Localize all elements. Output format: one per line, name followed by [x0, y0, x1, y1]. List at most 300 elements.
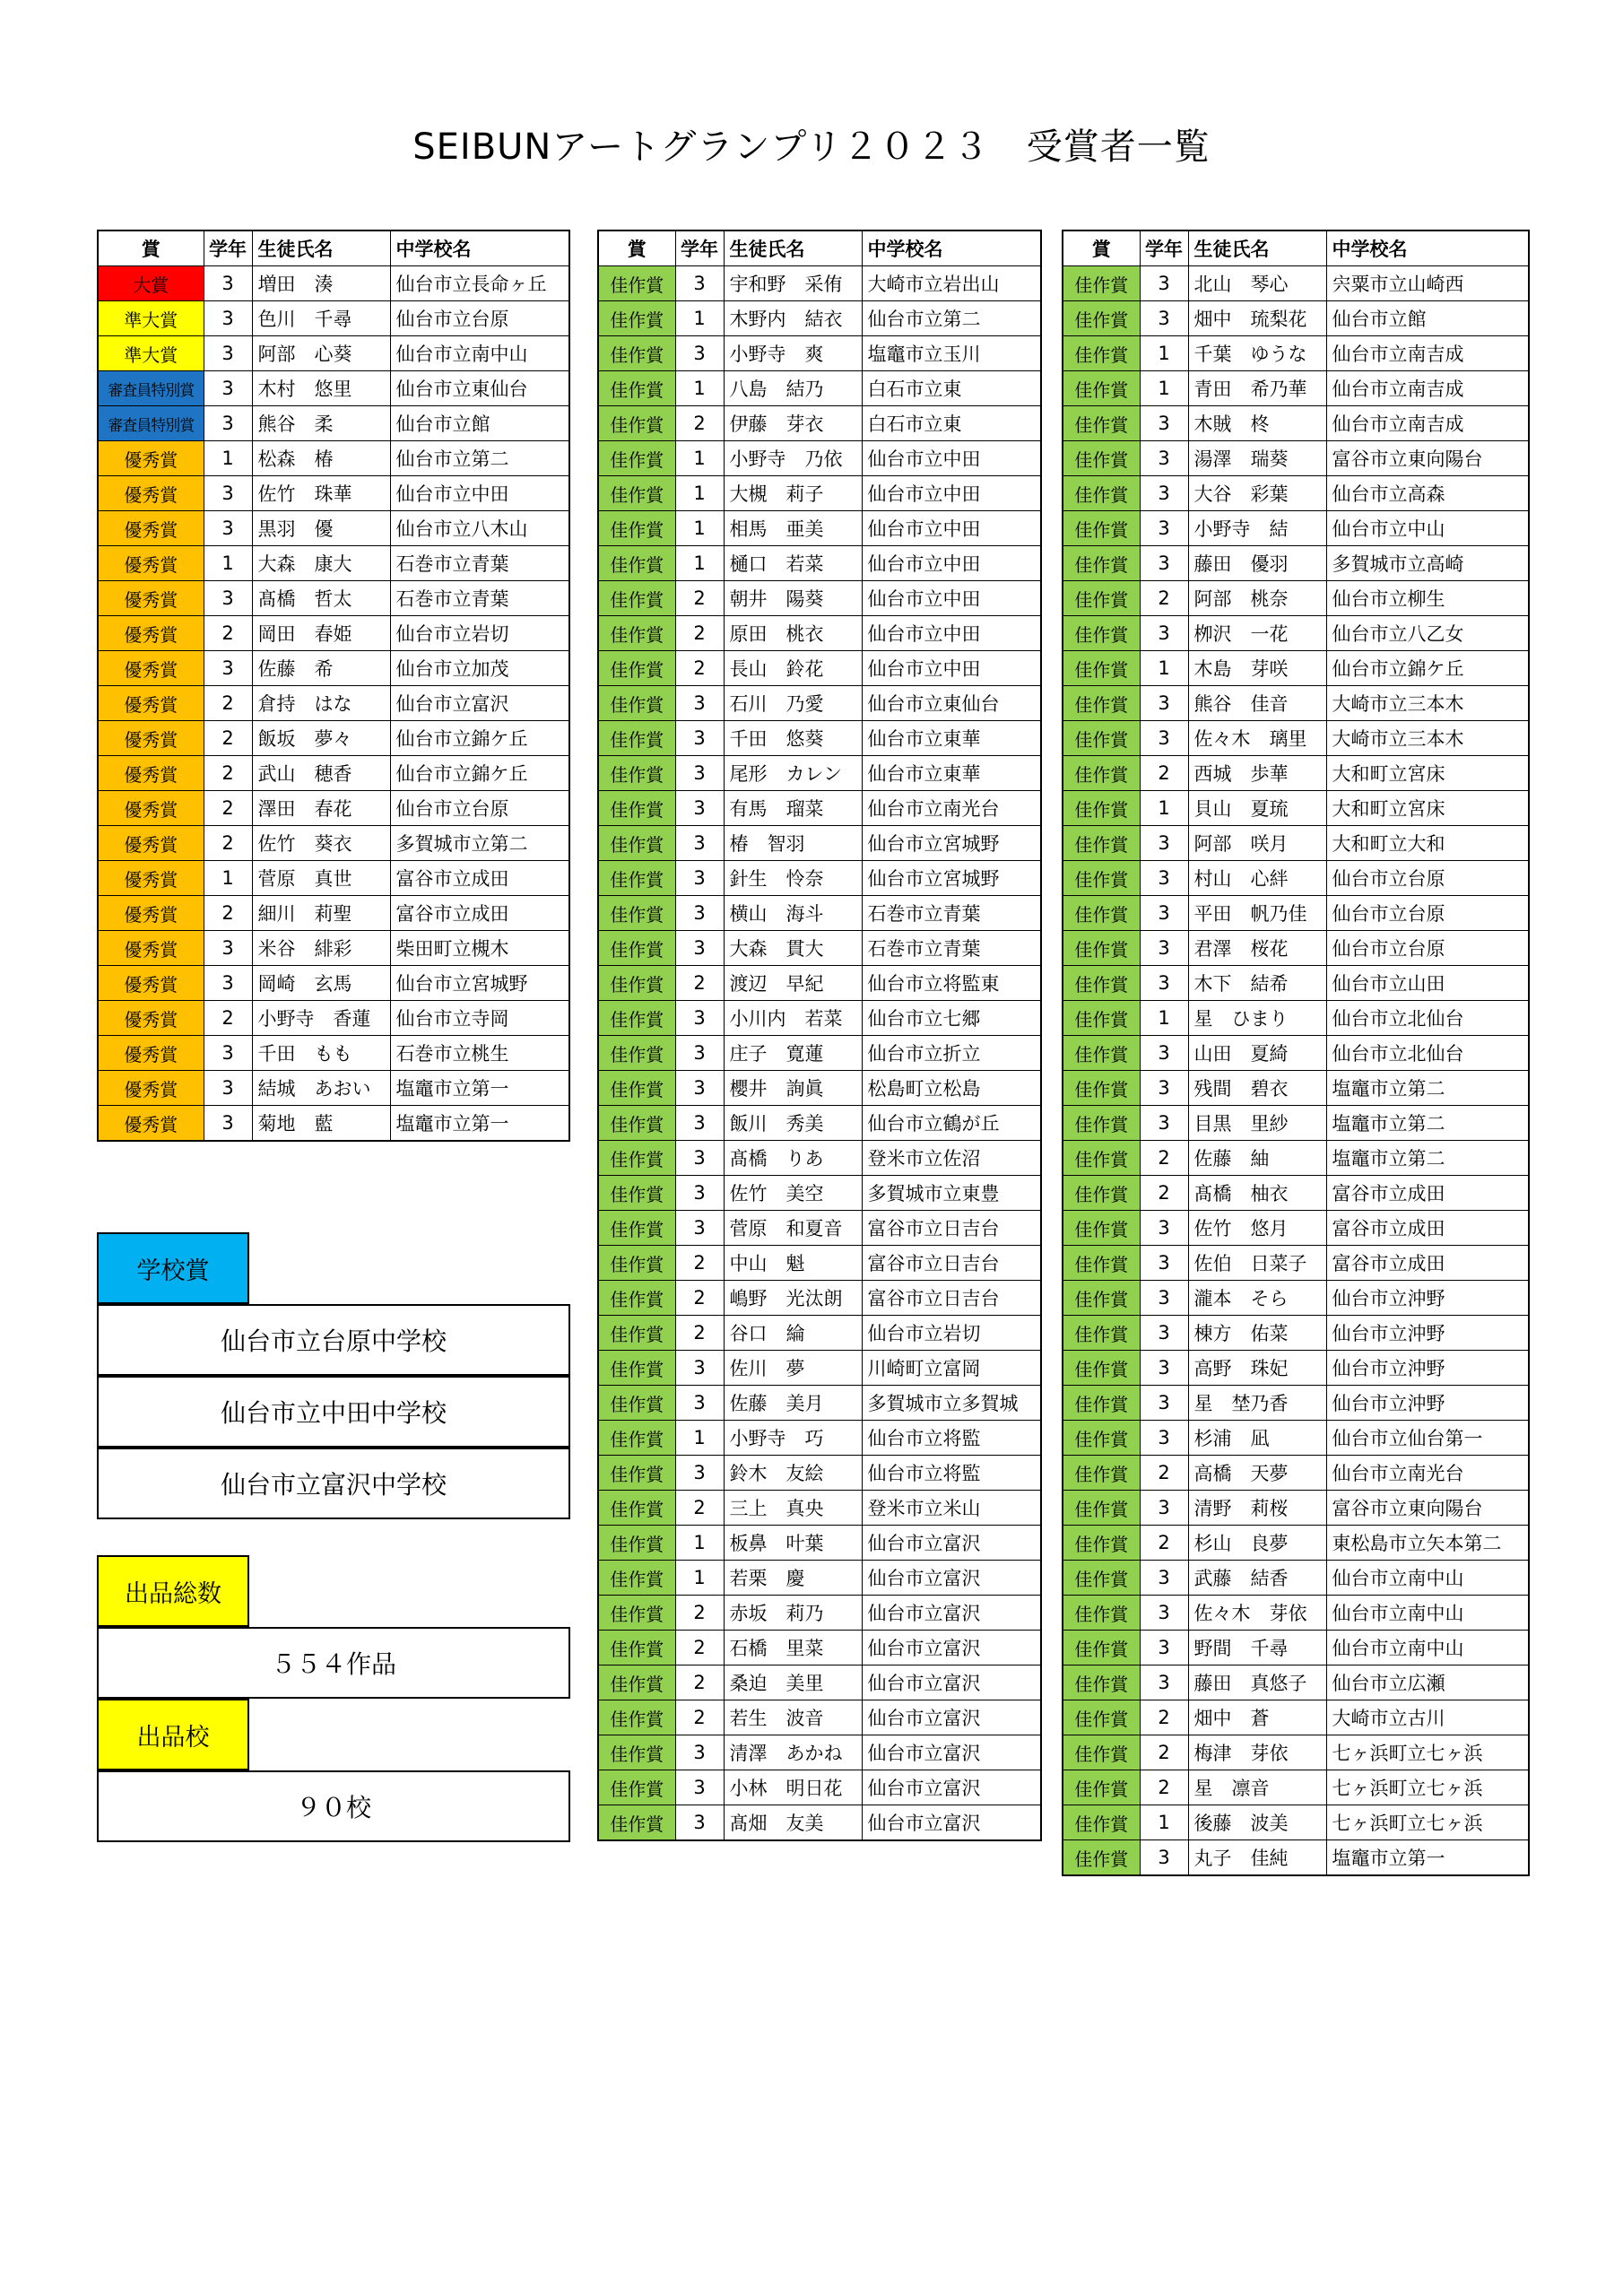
header-name: 生徒氏名	[252, 230, 390, 266]
grade-cell: 2	[1140, 1526, 1188, 1561]
award-cell: 佳作賞	[1063, 1246, 1140, 1281]
grade-cell: 3	[1140, 546, 1188, 581]
award-cell: 優秀賞	[98, 511, 204, 546]
award-cell: 佳作賞	[598, 1735, 675, 1770]
table-row	[1063, 1526, 1529, 1561]
table-row	[98, 301, 569, 336]
student-name-cell: 髙畑 友美	[724, 1805, 862, 1841]
table-row	[598, 966, 1041, 1001]
school-name-cell: 仙台市立七郷	[862, 1001, 1041, 1036]
award-cell: 佳作賞	[598, 1071, 675, 1106]
award-cell: 佳作賞	[1063, 301, 1140, 336]
grade-cell: 2	[675, 406, 724, 441]
school-name-cell: 仙台市立富沢	[862, 1805, 1041, 1841]
table-row	[1063, 1735, 1529, 1770]
award-cell: 佳作賞	[598, 1700, 675, 1735]
student-name-cell: 阿部 桃奈	[1188, 581, 1326, 616]
school-name-cell: 仙台市立南吉成	[1326, 336, 1529, 371]
award-cell: 佳作賞	[598, 1036, 675, 1071]
school-name-cell: 仙台市立岩切	[390, 616, 569, 651]
award-cell: 佳作賞	[598, 1526, 675, 1561]
award-cell: 佳作賞	[1063, 1141, 1140, 1176]
school-name-cell: 石巻市立青葉	[862, 896, 1041, 931]
grade-cell: 3	[204, 931, 252, 966]
student-name-cell: 星 ひまり	[1188, 1001, 1326, 1036]
student-name-cell: 結城 あおい	[252, 1071, 390, 1106]
grade-cell: 3	[204, 476, 252, 511]
school-name-cell: 仙台市立富沢	[862, 1735, 1041, 1770]
table-row	[1063, 1561, 1529, 1596]
table-row	[98, 686, 569, 721]
student-name-cell: 阿部 心葵	[252, 336, 390, 371]
school-name-cell: 大崎市立三本木	[1326, 721, 1529, 756]
student-name-cell: 佐竹 珠華	[252, 476, 390, 511]
school-name-cell: 仙台市立沖野	[1326, 1316, 1529, 1351]
school-name-cell: 七ヶ浜町立七ヶ浜	[1326, 1735, 1529, 1770]
table-row	[98, 756, 569, 791]
school-name-cell: 松島町立松島	[862, 1071, 1041, 1106]
grade-cell: 3	[1140, 1421, 1188, 1456]
student-name-cell: 庄子 寛蓮	[724, 1036, 862, 1071]
student-name-cell: 西城 歩華	[1188, 756, 1326, 791]
award-cell: 佳作賞	[1063, 1176, 1140, 1211]
award-cell: 佳作賞	[1063, 1596, 1140, 1631]
student-name-cell: 後藤 波美	[1188, 1805, 1326, 1840]
school-name-cell: 仙台市立宮城野	[862, 861, 1041, 896]
grade-cell: 1	[675, 1561, 724, 1596]
grade-cell: 3	[1140, 966, 1188, 1001]
school-name-cell: 仙台市立八木山	[390, 511, 569, 546]
school-name-cell: 石巻市立青葉	[390, 546, 569, 581]
table-row	[1063, 336, 1529, 371]
grade-cell: 2	[675, 1281, 724, 1316]
school-name-cell: 仙台市立中田	[862, 581, 1041, 616]
school-name-cell: 仙台市立東華	[862, 721, 1041, 756]
grade-cell: 2	[675, 1246, 724, 1281]
awards-table-3	[1062, 230, 1530, 1876]
table-row	[1063, 1001, 1529, 1036]
table-row	[598, 511, 1041, 546]
award-cell: 佳作賞	[1063, 966, 1140, 1001]
school-award-school: 仙台市立富沢中学校	[97, 1448, 570, 1519]
school-name-cell: 川崎町立富岡	[862, 1351, 1041, 1386]
award-cell: 佳作賞	[1063, 1631, 1140, 1665]
grade-cell: 3	[675, 896, 724, 931]
grade-cell: 3	[675, 1036, 724, 1071]
student-name-cell: 小野寺 爽	[724, 336, 862, 371]
school-name-cell: 白石市立東	[862, 406, 1041, 441]
grade-cell: 2	[204, 686, 252, 721]
award-cell: 佳作賞	[598, 1001, 675, 1036]
table-row	[598, 791, 1041, 826]
table-row	[598, 1526, 1041, 1561]
student-name-cell: 髙橋 りあ	[724, 1141, 862, 1176]
school-name-cell: 仙台市立富沢	[862, 1770, 1041, 1805]
student-name-cell: 針生 怜奈	[724, 861, 862, 896]
grade-cell: 1	[1140, 1805, 1188, 1840]
grade-cell: 2	[675, 966, 724, 1001]
award-cell: 優秀賞	[98, 966, 204, 1001]
award-cell: 佳作賞	[598, 1176, 675, 1211]
grade-cell: 3	[675, 1805, 724, 1841]
student-name-cell: 小野寺 香蓮	[252, 1001, 390, 1036]
school-name-cell: 富谷市立日吉台	[862, 1281, 1041, 1316]
student-name-cell: 青田 希乃華	[1188, 371, 1326, 406]
school-name-cell: 仙台市立将監東	[862, 966, 1041, 1001]
grade-cell: 1	[675, 371, 724, 406]
award-cell: 佳作賞	[598, 1631, 675, 1665]
student-name-cell: 渡辺 早紀	[724, 966, 862, 1001]
school-name-cell: 仙台市立南中山	[390, 336, 569, 371]
student-name-cell: 木下 結希	[1188, 966, 1326, 1001]
table-row	[598, 1071, 1041, 1106]
award-cell: 佳作賞	[1063, 581, 1140, 616]
student-name-cell: 瀧本 そら	[1188, 1281, 1326, 1316]
grade-cell: 3	[1140, 1211, 1188, 1246]
student-name-cell: 小野寺 巧	[724, 1421, 862, 1456]
school-name-cell: 仙台市立柳生	[1326, 581, 1529, 616]
school-name-cell: 仙台市立将監	[862, 1456, 1041, 1491]
grade-cell: 3	[675, 266, 724, 301]
student-name-cell: 樋口 若菜	[724, 546, 862, 581]
award-cell: 佳作賞	[1063, 1456, 1140, 1491]
table-row	[1063, 931, 1529, 966]
award-cell: 佳作賞	[598, 966, 675, 1001]
table-row	[598, 476, 1041, 511]
table-row	[1063, 476, 1529, 511]
table-row	[1063, 791, 1529, 826]
grade-cell: 3	[1140, 1246, 1188, 1281]
school-name-cell: 大和町立大和	[1326, 826, 1529, 861]
student-name-cell: 村山 心絆	[1188, 861, 1326, 896]
school-name-cell: 塩竈市立第一	[1326, 1840, 1529, 1876]
award-cell: 佳作賞	[598, 616, 675, 651]
grade-cell: 1	[1140, 791, 1188, 826]
student-name-cell: 髙橋 哲太	[252, 581, 390, 616]
award-cell: 佳作賞	[598, 1770, 675, 1805]
school-award-school: 仙台市立中田中学校	[97, 1376, 570, 1448]
grade-cell: 3	[675, 1735, 724, 1770]
award-cell: 優秀賞	[98, 1106, 204, 1142]
header-award: 賞	[98, 230, 204, 266]
table-row	[598, 1106, 1041, 1141]
award-cell: 佳作賞	[1063, 476, 1140, 511]
table-row	[1063, 1840, 1529, 1876]
award-cell: 佳作賞	[598, 301, 675, 336]
header-school: 中学校名	[390, 230, 569, 266]
award-cell: 佳作賞	[1063, 1211, 1140, 1246]
student-name-cell: 石川 乃愛	[724, 686, 862, 721]
table-row	[598, 581, 1041, 616]
award-cell: 佳作賞	[1063, 1840, 1140, 1876]
student-name-cell: 飯川 秀美	[724, 1106, 862, 1141]
grade-cell: 3	[1140, 616, 1188, 651]
table-row	[598, 1246, 1041, 1281]
header-grade: 学年	[204, 230, 252, 266]
grade-cell: 1	[1140, 1001, 1188, 1036]
student-name-cell: 千葉 ゆうな	[1188, 336, 1326, 371]
table-row	[98, 931, 569, 966]
table-row	[598, 1281, 1041, 1316]
grade-cell: 3	[1140, 1281, 1188, 1316]
grade-cell: 3	[1140, 826, 1188, 861]
school-name-cell: 仙台市立中田	[390, 476, 569, 511]
school-name-cell: 仙台市立台原	[390, 791, 569, 826]
school-name-cell: 仙台市立加茂	[390, 651, 569, 686]
award-cell: 佳作賞	[1063, 1805, 1140, 1840]
award-cell: 佳作賞	[598, 371, 675, 406]
grade-cell: 2	[1140, 1700, 1188, 1735]
table-row	[1063, 1596, 1529, 1631]
student-name-cell: 菅原 和夏音	[724, 1211, 862, 1246]
school-name-cell: 仙台市立寺岡	[390, 1001, 569, 1036]
school-name-cell: 塩竈市立第二	[1326, 1071, 1529, 1106]
table-row	[598, 1036, 1041, 1071]
school-name-cell: 大和町立宮床	[1326, 756, 1529, 791]
grade-cell: 3	[1140, 1596, 1188, 1631]
table-row	[598, 441, 1041, 476]
school-name-cell: 仙台市立東仙台	[862, 686, 1041, 721]
school-name-cell: 仙台市立南光台	[862, 791, 1041, 826]
grade-cell: 3	[1140, 931, 1188, 966]
table-row	[598, 861, 1041, 896]
school-name-cell: 大崎市立三本木	[1326, 686, 1529, 721]
school-name-cell: 仙台市立富沢	[390, 686, 569, 721]
student-name-cell: 飯坂 夢々	[252, 721, 390, 756]
student-name-cell: 清野 莉桜	[1188, 1491, 1326, 1526]
award-cell: 優秀賞	[98, 861, 204, 896]
student-name-cell: 君澤 桜花	[1188, 931, 1326, 966]
table-row	[598, 371, 1041, 406]
school-name-cell: 仙台市立中田	[862, 476, 1041, 511]
award-cell: 準大賞	[98, 301, 204, 336]
award-cell: 佳作賞	[1063, 336, 1140, 371]
school-name-cell: 仙台市立北仙台	[1326, 1001, 1529, 1036]
school-name-cell: 多賀城市立高崎	[1326, 546, 1529, 581]
total-entries-label: 出品総数	[97, 1555, 249, 1627]
school-name-cell: 石巻市立青葉	[390, 581, 569, 616]
award-cell: 佳作賞	[1063, 511, 1140, 546]
grade-cell: 3	[204, 966, 252, 1001]
student-name-cell: 大槻 莉子	[724, 476, 862, 511]
student-name-cell: 野間 千尋	[1188, 1631, 1326, 1665]
table-row	[598, 1141, 1041, 1176]
table-row	[98, 476, 569, 511]
school-name-cell: 塩竈市立第一	[390, 1071, 569, 1106]
student-name-cell: 佐藤 美月	[724, 1386, 862, 1421]
table-row	[98, 266, 569, 301]
student-name-cell: 武藤 結香	[1188, 1561, 1326, 1596]
table-row	[1063, 301, 1529, 336]
school-name-cell: 仙台市立第二	[390, 441, 569, 476]
school-name-cell: 仙台市立富沢	[862, 1700, 1041, 1735]
student-name-cell: 小野寺 結	[1188, 511, 1326, 546]
grade-cell: 3	[204, 511, 252, 546]
table-row	[98, 406, 569, 441]
student-name-cell: 米谷 緋彩	[252, 931, 390, 966]
grade-cell: 2	[1140, 1456, 1188, 1491]
table-row	[1063, 896, 1529, 931]
table-row	[598, 266, 1041, 301]
table-header-row	[598, 230, 1041, 266]
school-name-cell: 仙台市立富沢	[862, 1596, 1041, 1631]
table-row	[1063, 1386, 1529, 1421]
table-row	[598, 1665, 1041, 1700]
table-row	[1063, 1631, 1529, 1665]
award-cell: 準大賞	[98, 336, 204, 371]
table-row	[1063, 1351, 1529, 1386]
table-row	[1063, 546, 1529, 581]
table-row	[98, 1071, 569, 1106]
table-row	[598, 721, 1041, 756]
award-cell: 佳作賞	[598, 1665, 675, 1700]
award-cell: 佳作賞	[598, 1316, 675, 1351]
table-row	[598, 896, 1041, 931]
award-cell: 佳作賞	[598, 336, 675, 371]
table-row	[1063, 1805, 1529, 1840]
school-name-cell: 白石市立東	[862, 371, 1041, 406]
award-cell: 佳作賞	[1063, 1770, 1140, 1805]
award-cell: 佳作賞	[1063, 791, 1140, 826]
table-row	[98, 651, 569, 686]
table-row	[98, 336, 569, 371]
school-name-cell: 仙台市立中山	[1326, 511, 1529, 546]
table-row	[598, 1176, 1041, 1211]
grade-cell: 3	[1140, 721, 1188, 756]
award-cell: 佳作賞	[1063, 1700, 1140, 1735]
award-cell: 優秀賞	[98, 441, 204, 476]
grade-cell: 3	[675, 1456, 724, 1491]
school-name-cell: 仙台市立岩切	[862, 1316, 1041, 1351]
award-cell: 優秀賞	[98, 546, 204, 581]
grade-cell: 3	[1140, 406, 1188, 441]
school-name-cell: 七ヶ浜町立七ヶ浜	[1326, 1770, 1529, 1805]
grade-cell: 3	[675, 1001, 724, 1036]
school-name-cell: 石巻市立桃生	[390, 1036, 569, 1071]
award-cell: 佳作賞	[1063, 1071, 1140, 1106]
grade-cell: 3	[204, 406, 252, 441]
award-cell: 審査員特別賞	[98, 406, 204, 441]
school-name-cell: 仙台市立折立	[862, 1036, 1041, 1071]
award-cell: 佳作賞	[1063, 826, 1140, 861]
student-name-cell: 宇和野 采侑	[724, 266, 862, 301]
school-name-cell: 宍粟市立山崎西	[1326, 266, 1529, 301]
award-cell: 佳作賞	[1063, 721, 1140, 756]
school-name-cell: 七ヶ浜町立七ヶ浜	[1326, 1805, 1529, 1840]
student-name-cell: 八島 結乃	[724, 371, 862, 406]
grade-cell: 2	[204, 616, 252, 651]
grade-cell: 3	[204, 581, 252, 616]
table-row	[598, 1770, 1041, 1805]
grade-cell: 3	[1140, 1316, 1188, 1351]
grade-cell: 2	[675, 616, 724, 651]
table-row	[1063, 1176, 1529, 1211]
table-row	[598, 931, 1041, 966]
table-row	[98, 1001, 569, 1036]
table-row	[98, 861, 569, 896]
total-entries-value: ５５４作品	[97, 1627, 570, 1699]
student-name-cell: 佐々木 璃里	[1188, 721, 1326, 756]
student-name-cell: 星 凛音	[1188, 1770, 1326, 1805]
student-name-cell: 藤田 優羽	[1188, 546, 1326, 581]
table-header-row	[98, 230, 569, 266]
school-name-cell: 仙台市立東華	[862, 756, 1041, 791]
schools-count-value: ９０校	[97, 1770, 570, 1842]
award-cell: 佳作賞	[1063, 651, 1140, 686]
school-name-cell: 仙台市立台原	[390, 301, 569, 336]
award-cell: 佳作賞	[598, 1491, 675, 1526]
awards-table-1	[97, 230, 570, 1142]
school-name-cell: 仙台市立南中山	[1326, 1596, 1529, 1631]
school-name-cell: 仙台市立鶴が丘	[862, 1106, 1041, 1141]
grade-cell: 3	[675, 1351, 724, 1386]
award-cell: 佳作賞	[1063, 896, 1140, 931]
award-cell: 佳作賞	[1063, 1491, 1140, 1526]
award-cell: 優秀賞	[98, 756, 204, 791]
student-name-cell: 栁沢 一花	[1188, 616, 1326, 651]
table-row	[1063, 721, 1529, 756]
student-name-cell: 佐竹 葵衣	[252, 826, 390, 861]
award-cell: 佳作賞	[598, 476, 675, 511]
table-row	[1063, 1281, 1529, 1316]
student-name-cell: 武山 穂香	[252, 756, 390, 791]
student-name-cell: 北山 琴心	[1188, 266, 1326, 301]
award-cell: 優秀賞	[98, 686, 204, 721]
award-cell: 佳作賞	[1063, 546, 1140, 581]
grade-cell: 1	[675, 1421, 724, 1456]
award-cell: 佳作賞	[598, 1386, 675, 1421]
school-name-cell: 塩竈市立第一	[390, 1106, 569, 1142]
school-name-cell: 仙台市立富沢	[862, 1526, 1041, 1561]
student-name-cell: 髙橋 柚衣	[1188, 1176, 1326, 1211]
student-name-cell: 星 埜乃香	[1188, 1386, 1326, 1421]
grade-cell: 2	[204, 826, 252, 861]
table-row	[1063, 861, 1529, 896]
header-award: 賞	[598, 230, 675, 266]
school-name-cell: 仙台市立館	[1326, 301, 1529, 336]
award-cell: 佳作賞	[598, 756, 675, 791]
table-row	[98, 581, 569, 616]
grade-cell: 2	[1140, 1735, 1188, 1770]
table-row	[598, 336, 1041, 371]
grade-cell: 3	[675, 336, 724, 371]
grade-cell: 1	[204, 861, 252, 896]
student-name-cell: 長山 鈴花	[724, 651, 862, 686]
table-row	[1063, 686, 1529, 721]
student-name-cell: 朝井 陽葵	[724, 581, 862, 616]
award-cell: 優秀賞	[98, 616, 204, 651]
table-row	[98, 721, 569, 756]
award-cell: 佳作賞	[1063, 1281, 1140, 1316]
award-cell: 佳作賞	[598, 1141, 675, 1176]
school-name-cell: 仙台市立山田	[1326, 966, 1529, 1001]
table-row	[1063, 1665, 1529, 1700]
table-row	[598, 616, 1041, 651]
student-name-cell: 高橋 天夢	[1188, 1456, 1326, 1491]
grade-cell: 3	[675, 861, 724, 896]
grade-cell: 3	[675, 1106, 724, 1141]
grade-cell: 3	[675, 1386, 724, 1421]
student-name-cell: 相馬 亜美	[724, 511, 862, 546]
grade-cell: 2	[675, 581, 724, 616]
school-name-cell: 仙台市立中田	[862, 441, 1041, 476]
award-cell: 佳作賞	[598, 406, 675, 441]
table-row	[598, 1735, 1041, 1770]
school-name-cell: 石巻市立青葉	[862, 931, 1041, 966]
student-name-cell: 小林 明日花	[724, 1770, 862, 1805]
grade-cell: 3	[1140, 1665, 1188, 1700]
header-grade: 学年	[1140, 230, 1188, 266]
